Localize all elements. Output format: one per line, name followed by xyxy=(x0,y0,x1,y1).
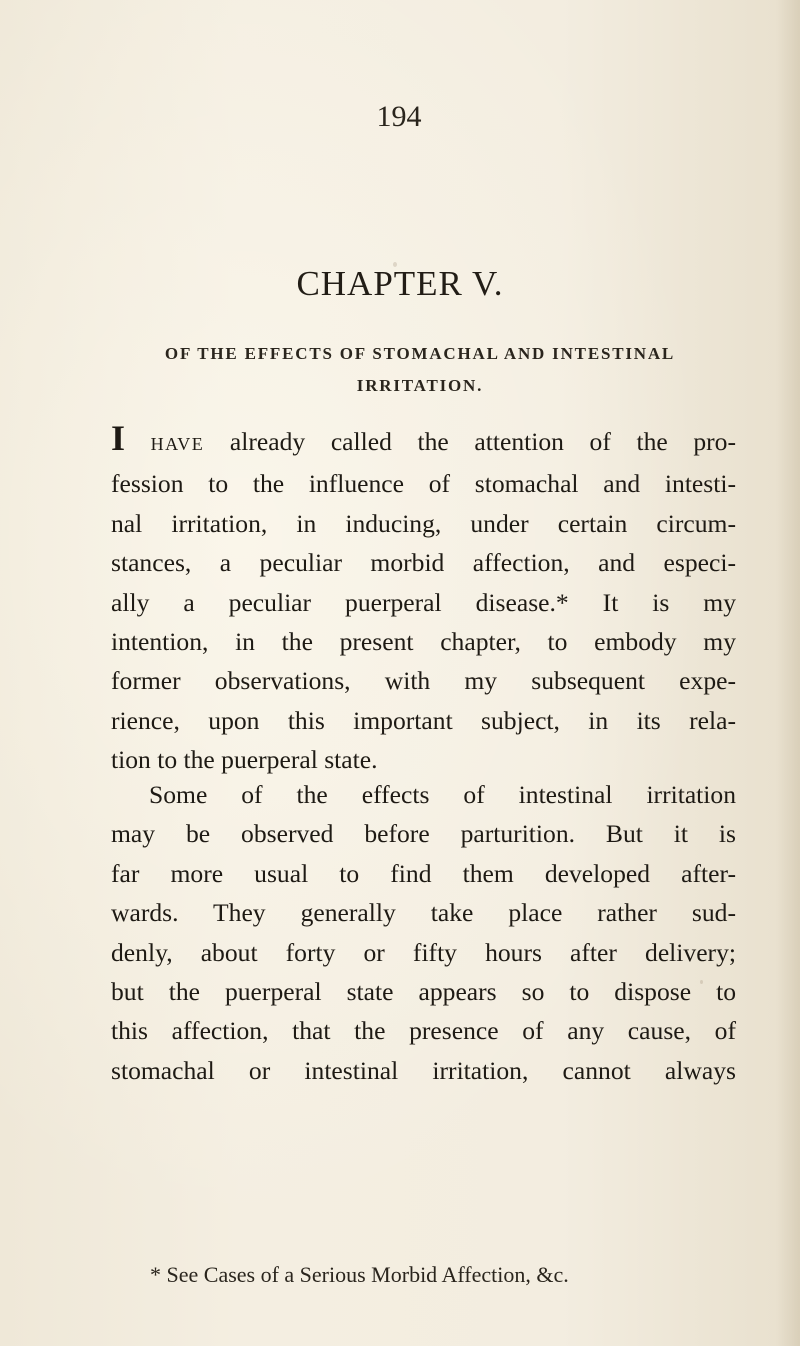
subtitle-line: OF THE EFFECTS OF STOMACHAL AND INTESTINAL xyxy=(164,344,676,363)
chapter-title: CHAPTER V. xyxy=(296,264,504,303)
drop-cap: I xyxy=(111,418,126,458)
text-line: ally a peculiar puerperal disease.* It is my xyxy=(111,587,736,617)
chapter-subtitle xyxy=(140,338,700,402)
text-line: fession to the influence of stomachal and intesti- xyxy=(111,469,736,499)
footnote: * See Cases of a Serious Morbid Affection, &c. xyxy=(150,1262,569,1287)
text-line: stomachal or intestinal irritation, cannot always xyxy=(111,1055,736,1085)
text-line: nal irritation, in inducing, under certain circum- xyxy=(111,508,736,538)
text-line: far more usual to find them developed after- xyxy=(111,858,736,888)
small-caps-word: HAVE xyxy=(150,434,205,454)
subtitle-line: IRRITATION. xyxy=(356,376,484,395)
text-line: stances, a peculiar morbid affection, and especi- xyxy=(111,548,736,578)
page-number: 194 xyxy=(376,100,422,133)
text-line xyxy=(111,418,736,464)
text-line: but the puerperal state appears so to dispose to xyxy=(111,977,736,1007)
text-line: denly, about forty or fifty hours after delivery; xyxy=(111,937,736,967)
text-line: intention, in the present chapter, to embody my xyxy=(111,627,736,657)
text-line: this affection, that the presence of any cause, of xyxy=(111,1016,736,1046)
text-line: former observations, with my subsequent expe- xyxy=(111,666,736,696)
text-line: rience, upon this important subject, in its rela- xyxy=(111,705,736,735)
paragraph-2 xyxy=(111,775,736,1090)
text-line: tion to the puerperal state. xyxy=(111,745,378,775)
text-line: may be observed before parturition. But it is xyxy=(111,819,736,849)
text-line: wards. They generally take place rather sud- xyxy=(111,898,736,928)
paragraph-1 xyxy=(111,418,736,780)
text-line: Some of the effects of intestinal irritation xyxy=(149,780,736,809)
line-text: already called the attention of the pro- xyxy=(204,427,736,456)
